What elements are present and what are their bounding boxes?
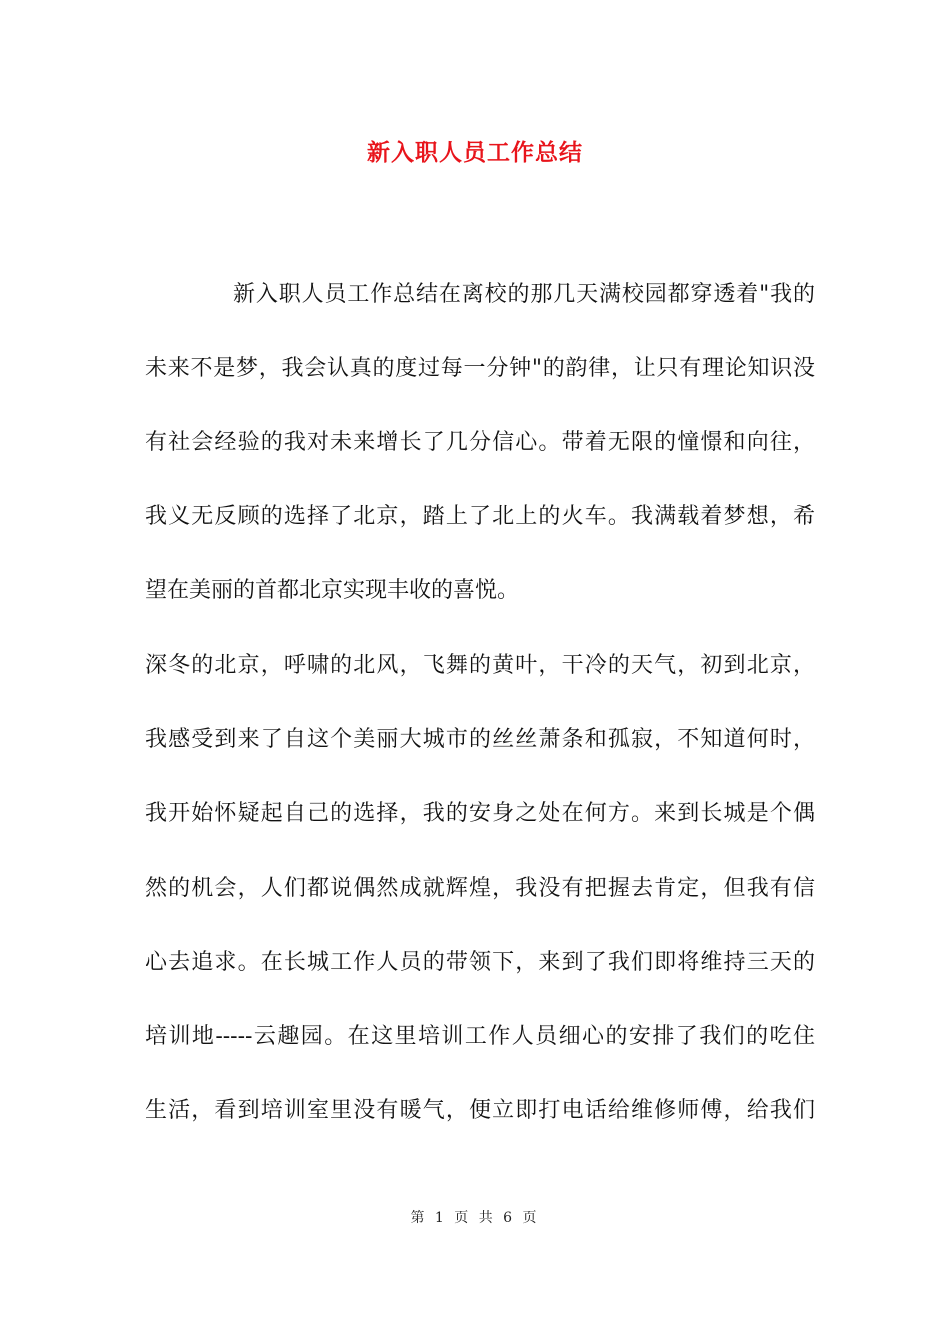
paragraph-line: 未来不是梦，我会认真的度过每一分钟"的韵律，让只有理论知识没 xyxy=(145,356,815,381)
paragraph-line: 有社会经验的我对未来增长了几分信心。带着无限的憧憬和向往， xyxy=(145,430,815,455)
paragraph-line: 深冬的北京，呼啸的北风，飞舞的黄叶，干冷的天气，初到北京， xyxy=(145,653,815,678)
paragraph-line: 我开始怀疑起自己的选择，我的安身之处在何方。来到长城是个偶 xyxy=(145,801,815,826)
paragraph-line: 心去追求。在长城工作人员的带领下，来到了我们即将维持三天的 xyxy=(145,950,815,975)
paragraph-line: 望在美丽的首都北京实现丰收的喜悦。 xyxy=(145,578,520,603)
page-title: 新入职人员工作总结 xyxy=(367,139,583,166)
paragraph-line: 然的机会，人们都说偶然成就辉煌，我没有把握去肯定，但我有信 xyxy=(145,876,815,901)
paragraph-line: 新入职人员工作总结在离校的那几天满校园都穿透着"我的 xyxy=(233,282,815,307)
paragraph-line: 我感受到来了自这个美丽大城市的丝丝萧条和孤寂，不知道何时， xyxy=(145,727,815,752)
paragraph-line: 培训地-----云趣园。在这里培训工作人员细心的安排了我们的吃住 xyxy=(145,1024,815,1049)
page-number-footer: 第 1 页 共 6 页 xyxy=(410,1210,540,1226)
paragraph-line: 我义无反顾的选择了北京，踏上了北上的火车。我满载着梦想，希 xyxy=(145,504,815,529)
paragraph-line: 生活，看到培训室里没有暖气，便立即打电话给维修师傅，给我们 xyxy=(145,1098,815,1123)
